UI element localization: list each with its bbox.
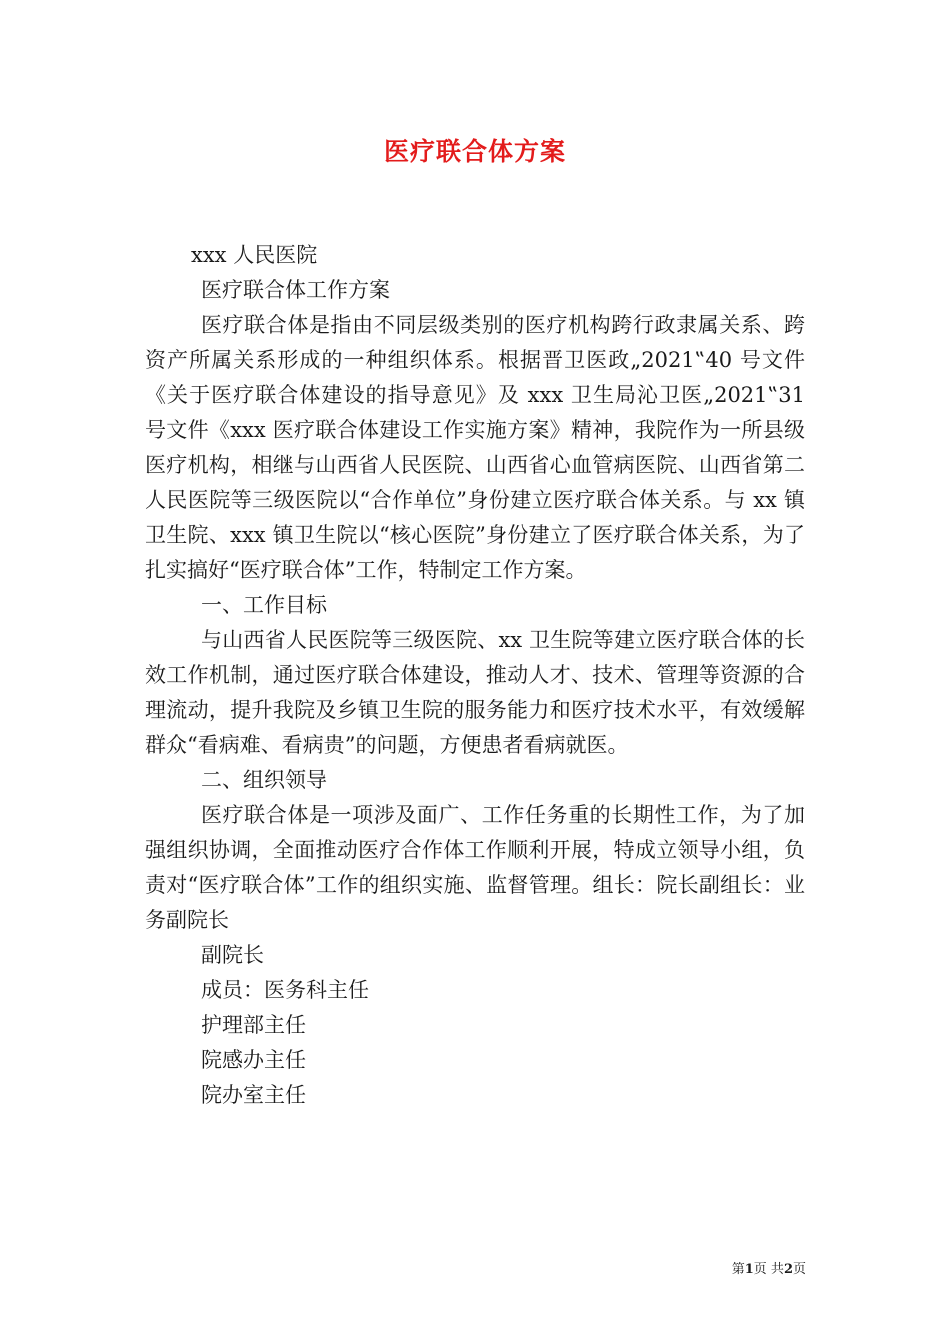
section-2-paragraph: 医疗联合体是一项涉及面广、工作任务重的长期性工作，为了加强组织协调，全面推动医疗合作体工作顺利开展，特成立领导小组，负责对“医疗联合体”工作的组织实施、监督管理。组长：院长副组长：业务副院长	[145, 803, 805, 932]
member-vice-president: 副院长	[201, 943, 264, 967]
footer-current-page: 1	[744, 1262, 754, 1277]
hospital-name: xxx 人民医院	[191, 243, 318, 267]
footer-middle: 页 共	[753, 1262, 784, 1277]
plan-title: 医疗联合体工作方案	[201, 278, 390, 302]
footer-total-pages: 2	[783, 1262, 793, 1277]
section-2-heading: 二、组织领导	[201, 768, 327, 792]
footer-prefix: 第	[731, 1262, 745, 1277]
document-title: 医疗联合体方案	[383, 137, 566, 166]
member-infection-control: 院感办主任	[201, 1048, 306, 1072]
section-1-paragraph: 与山西省人民医院等三级医院、xx 卫生院等建立医疗联合体的长效工作机制，通过医疗联合体建设，推动人才、技术、管理等资源的合理流动，提升我院及乡镇卫生院的服务能力和医疗技术水平，有效缓解群众“看病难、看病贵”的问题，方便患者看病就医。	[145, 628, 805, 757]
document-body	[145, 238, 805, 1113]
section-1-heading: 一、工作目标	[201, 593, 327, 617]
member-nursing: 护理部主任	[201, 1013, 306, 1037]
member-medical-affairs: 成员：医务科主任	[201, 978, 369, 1002]
footer-suffix: 页	[792, 1262, 806, 1277]
member-hospital-office: 院办室主任	[201, 1083, 306, 1107]
page-number-footer	[0, 1258, 806, 1277]
intro-paragraph: 医疗联合体是指由不同层级类别的医疗机构跨行政隶属关系、跨资产所属关系形成的一种组织体系。根据晋卫医政„2021‟40 号文件《关于医疗联合体建设的指导意见》及 xxx 卫生局沁卫医„2021‟31 号文件《xxx 医疗联合体建设工作实施方案》精神，我院作为一所县级医疗机构，相继与山西省人民医院、山西省心血管病医院、山西省第二人民医院等三级医院以“合作单位”身份建立医疗联合体关系。与 xx 镇卫生院、xxx 镇卫生院以“核心医院”身份建立了医疗联合体关系，为了扎实搞好“医疗联合体”工作，特制定工作方案。	[145, 313, 805, 582]
